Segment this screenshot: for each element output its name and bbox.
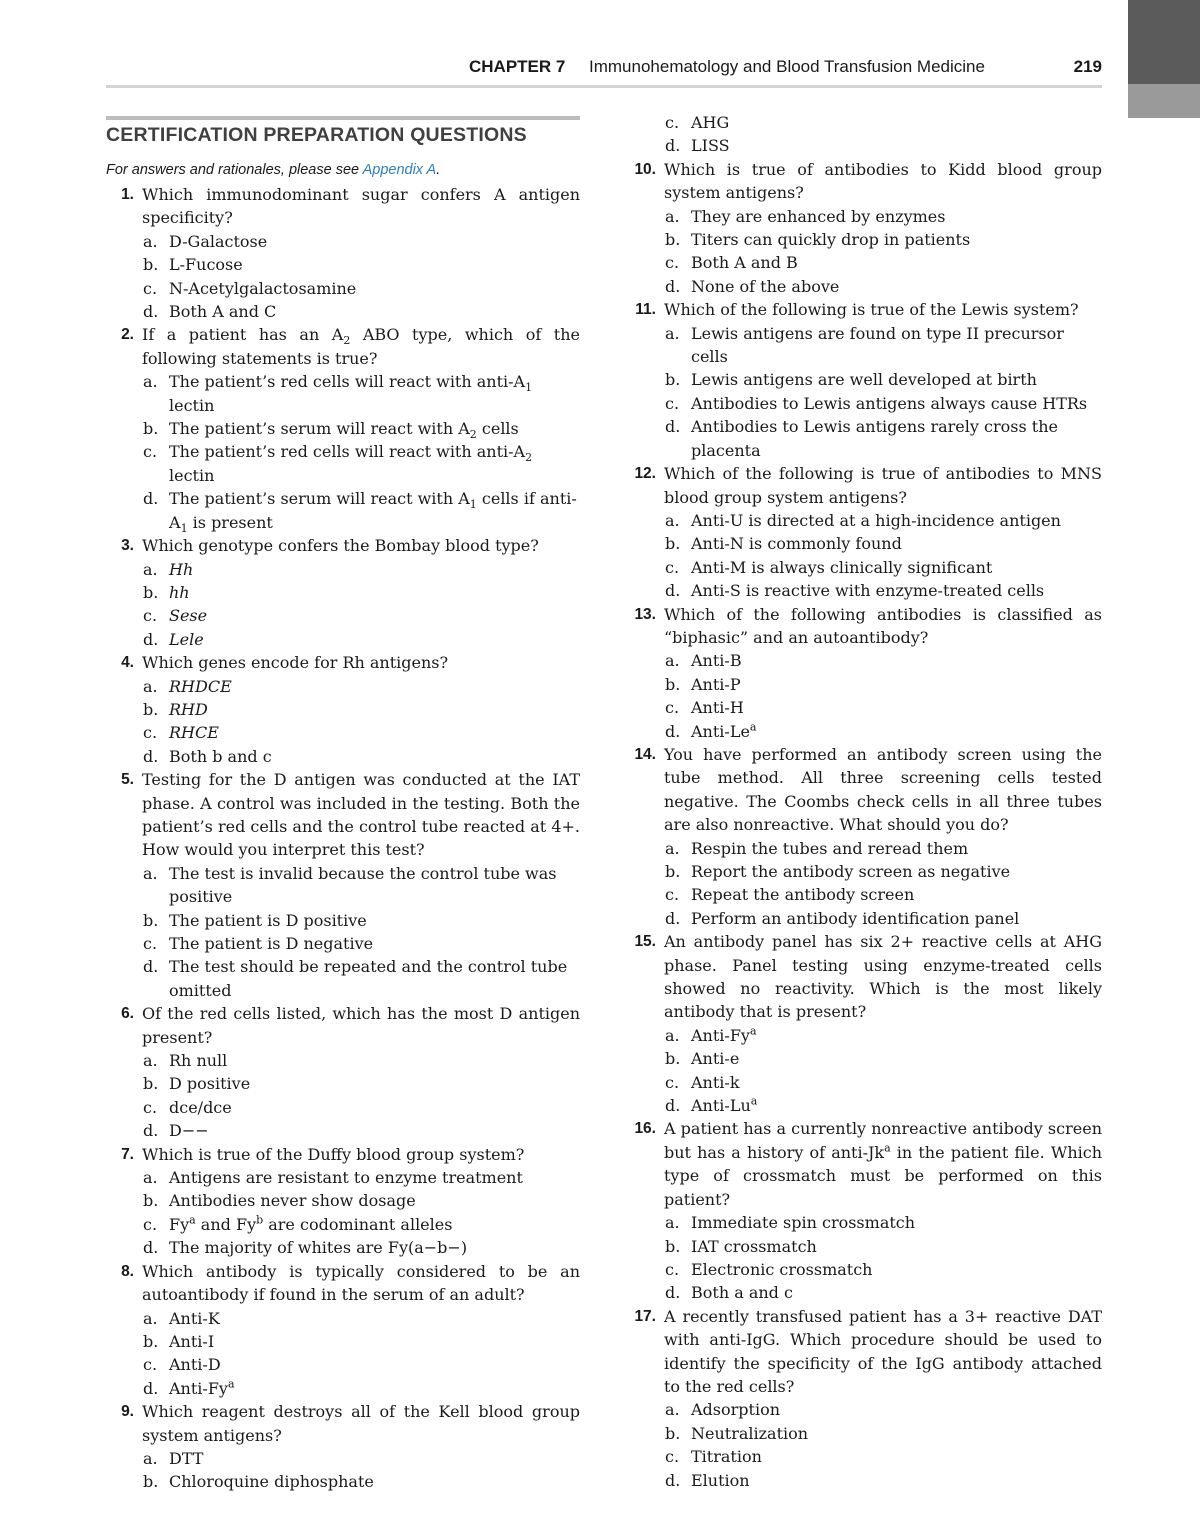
answer-option: b. The patient is D positive [143, 910, 367, 930]
page-corner-tab-dark [1128, 0, 1200, 84]
question-stem: Which immunodominant sugar confers A antigen specificity? [142, 185, 580, 228]
question-number: 10. [634, 160, 656, 178]
chapter-title: Immunohematology and Blood Transfusion Medicine [589, 57, 985, 76]
answer-option: a. They are enhanced by enzymes [665, 206, 946, 226]
answer-options [628, 111, 1102, 158]
question-13 [628, 603, 1102, 743]
answer-option: d. Anti-Le$^a$ [665, 720, 757, 741]
left-column [106, 183, 580, 1494]
question-number: 5. [121, 771, 134, 789]
answer-option: b. The patient’s serum will react with $A_2$ cells [143, 419, 519, 442]
answer-option: b. Titers can quickly drop in patients [665, 230, 971, 250]
answer-option: c. Anti-k [665, 1072, 740, 1092]
question-number: 1. [121, 186, 134, 203]
answer-options [628, 1398, 1102, 1492]
answer-option: a. The test is invalid because the control tube was positive [143, 863, 557, 907]
answer-option: b. IAT crossmatch [665, 1236, 817, 1256]
answer-option: d. Antibodies to Lewis antigens rarely cross the placenta [665, 417, 1058, 460]
question-stem: A patient has a currently nonreactive antibody screen but has a history of anti-Jk$^a$ in the patient file. Which type of crossmatch must be performed on this patient? [664, 1119, 1103, 1209]
question-number: 13. [634, 605, 656, 623]
question-17 [628, 1305, 1102, 1492]
answer-option: a. Anti-Fy$^a$ [665, 1024, 757, 1045]
question-number: 2. [121, 326, 134, 344]
answer-options [106, 1049, 580, 1143]
chapter-label: CHAPTER 7 [469, 57, 566, 76]
answer-option: a. Anti-B [665, 651, 742, 671]
answer-option: a. Respin the tubes and reread them [665, 838, 969, 858]
answer-option: d. Elution [665, 1470, 750, 1490]
answer-option: b. Anti-I [143, 1331, 215, 1351]
question-stem: Which of the following is true of antibodies to MNS blood group system antigens? [664, 464, 1102, 507]
answer-option: d. Anti-Fy$^a$ [143, 1377, 235, 1398]
page-number: 219 [1073, 57, 1102, 76]
section-title: CERTIFICATION PREPARATION QUESTIONS [106, 124, 527, 146]
answer-option: c. The patient’s red cells will react with anti-$A_2$ lectin [143, 442, 533, 485]
answer-option: c. N-Acetylgalactosamine [143, 278, 357, 298]
answer-option: c. AHG [665, 113, 730, 132]
answer-option: b. hh [143, 582, 190, 602]
answer-options [628, 837, 1102, 931]
question-number: 6. [121, 1005, 134, 1023]
answer-option: d. Both A and C [143, 302, 277, 322]
answer-option: c. Electronic crossmatch [665, 1259, 873, 1279]
question-stem: Which of the following is true of the Lewis system? [664, 300, 1079, 320]
answer-options [106, 862, 580, 1002]
answer-option: b. Anti-N is commonly found [665, 534, 902, 554]
answer-option: b. Antibodies never show dosage [143, 1191, 416, 1211]
question-stem: If a patient has an $A_2$ ABO type, which of the following statements is true? [142, 325, 580, 368]
answer-option: d. LISS [665, 136, 730, 156]
question-stem: Which is true of antibodies to Kidd blood group system antigens? [664, 159, 1102, 203]
answer-option: d. D−− [143, 1121, 209, 1141]
header-divider [106, 85, 1102, 88]
answer-option: a. RHDCE [143, 676, 232, 696]
answer-option: a. Hh [143, 559, 194, 579]
answer-option: c. Repeat the antibody screen [665, 885, 915, 905]
answer-option: b. RHD [143, 699, 208, 719]
answer-option: b. Anti-e [665, 1049, 740, 1069]
answer-option: b. Report the antibody screen as negative [665, 862, 1011, 881]
question-12 [628, 462, 1102, 602]
question-stem: Which of the following antibodies is classified as “biphasic” and an autoantibody? [664, 604, 1102, 647]
question-9-continued [628, 111, 1102, 158]
question-11 [628, 298, 1102, 462]
answer-option: b. Neutralization [665, 1423, 809, 1443]
answer-option: c. Antibodies to Lewis antigens always cause HTRs [665, 393, 1088, 413]
question-15 [628, 930, 1102, 1117]
question-number: 3. [121, 537, 134, 555]
question-stem: A recently transfused patient has a 3+ reactive DAT with anti-IgG. Which procedure should be used to identify the specificity of the IgG antibody attached to the red cells? [664, 1306, 1102, 1396]
question-8 [106, 1260, 580, 1400]
answer-option: d. Anti-Lu$^a$ [665, 1094, 758, 1116]
question-stem: An antibody panel has six 2+ reactive cells at AHG phase. Panel testing using enzyme-treated cells showed no reactivity. Which is the most likely antibody that is present? [664, 932, 1102, 1022]
question-stem: Of the red cells listed, which has the most D antigen present? [142, 1004, 580, 1047]
answer-option: d. Lele [143, 629, 204, 649]
answer-option: a. Anti-U is directed at a high-incidence antigen [665, 510, 1061, 530]
question-stem: Which genes encode for Rh antigens? [142, 653, 449, 673]
answer-option: d. Both a and c [665, 1283, 793, 1303]
question-3 [106, 534, 580, 651]
question-5 [106, 768, 580, 1002]
answer-options [628, 322, 1102, 462]
question-number: 9. [121, 1403, 134, 1421]
question-stem: Which is true of the Duffy blood group system? [142, 1144, 525, 1164]
question-stem: Which reagent destroys all of the Kell blood group system antigens? [142, 1402, 580, 1445]
answer-option: c. Anti-D [143, 1355, 221, 1375]
answer-option: d. Anti-S is reactive with enzyme-treated cells [665, 581, 1045, 601]
answer-option: a. Lewis antigens are found on type II precursor cells [665, 323, 1064, 367]
answer-option: b. L-Fucose [143, 255, 243, 275]
answer-options [106, 370, 580, 534]
answer-option: a. Adsorption [665, 1400, 781, 1420]
question-number: 16. [634, 1120, 656, 1138]
answer-option: d. The patient’s serum will react with $A_1$ cells if anti-$A_1$ is present [143, 489, 577, 535]
answer-option: d. The majority of whites are Fy(a−b−) [143, 1238, 468, 1258]
answer-option: c. Anti-H [665, 698, 744, 718]
question-number: 11. [635, 301, 656, 319]
answer-options [628, 509, 1102, 603]
answer-option: a. Rh null [143, 1051, 228, 1071]
question-16 [628, 1117, 1102, 1304]
question-1 [106, 183, 580, 323]
answer-options [106, 1447, 580, 1494]
answer-options [628, 205, 1102, 299]
answer-option: a. Antigens are resistant to enzyme treatment [143, 1168, 523, 1188]
answers-note: For answers and rationales, please see Appendix A. [106, 162, 441, 178]
answer-options [628, 1024, 1102, 1118]
question-10 [628, 158, 1102, 298]
answer-options [628, 649, 1102, 743]
answer-options [628, 1211, 1102, 1305]
question-number: 8. [121, 1262, 134, 1280]
answer-options [106, 1166, 580, 1260]
answer-option: c. Anti-M is always clinically significant [665, 557, 993, 577]
answer-option: a. D-Galactose [143, 231, 268, 251]
question-7 [106, 1143, 580, 1260]
question-4 [106, 651, 580, 768]
answer-options [106, 230, 580, 324]
running-header [106, 57, 1102, 81]
answer-options [106, 675, 580, 769]
answer-option: c. Titration [665, 1447, 762, 1467]
appendix-link[interactable]: Appendix A [362, 162, 437, 178]
answer-option: d. None of the above [665, 276, 840, 296]
question-number: 12. [634, 465, 656, 483]
answer-option: c. Fy$^a$ and Fy$^b$ are codominant alleles [143, 1213, 453, 1234]
answer-option: a. The patient’s red cells will react with anti-$A_1$ lectin [143, 372, 533, 415]
question-number: 17. [634, 1307, 656, 1325]
answer-option: c. The patient is D negative [143, 934, 374, 953]
question-number: 14. [634, 745, 656, 763]
question-14 [628, 743, 1102, 930]
question-9 [106, 1400, 580, 1494]
answer-option: b. Anti-P [665, 674, 741, 694]
question-number: 4. [121, 654, 134, 672]
question-number: 15. [634, 933, 656, 951]
question-stem: You have performed an antibody screen using the tube method. All three screening cells tested negative. The Coombs check cells in all three tubes are also nonreactive. What should you do? [664, 744, 1102, 835]
answer-option: d. The test should be repeated and the control tube omitted [143, 957, 568, 1000]
answer-option: a. Immediate spin crossmatch [665, 1213, 916, 1233]
answer-option: c. dce/dce [143, 1097, 232, 1117]
question-number: 7. [121, 1145, 134, 1163]
answer-option: b. D positive [143, 1074, 251, 1094]
question-2 [106, 323, 580, 534]
answer-option: b. Chloroquine diphosphate [143, 1472, 374, 1492]
question-6 [106, 1002, 580, 1142]
answer-option: b. Lewis antigens are well developed at birth [665, 370, 1037, 390]
answer-option: d. Perform an antibody identification panel [665, 908, 1020, 928]
answer-option: a. Anti-K [143, 1308, 220, 1328]
question-stem: Which antibody is typically considered to be an autoantibody if found in the serum of an adult? [142, 1261, 580, 1305]
answer-option: c. RHCE [143, 723, 219, 743]
answer-option: c. Both A and B [665, 253, 798, 273]
right-column [628, 111, 1102, 1492]
question-stem: Which genotype confers the Bombay blood type? [142, 536, 539, 556]
answer-options [106, 558, 580, 652]
answer-option: c. Sese [143, 606, 208, 626]
answer-options [106, 1307, 580, 1401]
section-divider [106, 116, 580, 120]
question-stem: Testing for the D antigen was conducted at the IAT phase. A control was included in the testing. Both the patient’s red cells and the control tube reacted at 4+. How would you interpret this test? [142, 770, 580, 860]
page-corner-tab-light [1128, 84, 1200, 118]
answer-option: a. DTT [143, 1448, 204, 1468]
answer-option: d. Both b and c [143, 746, 272, 766]
